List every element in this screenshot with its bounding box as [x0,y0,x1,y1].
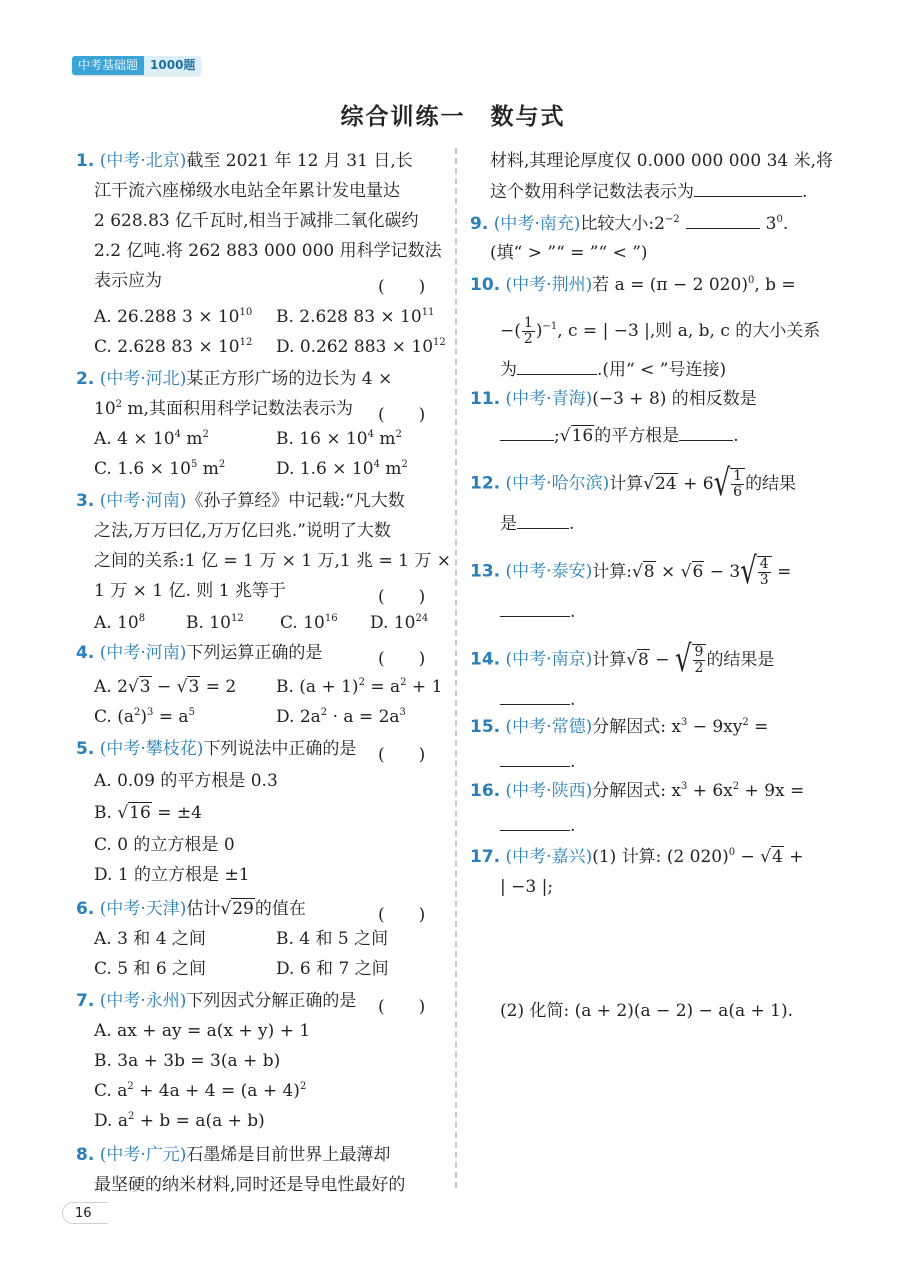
option-b[interactable]: B. $(a + 1)^2 = a^2 + 1$ [276,677,443,697]
question-text: 最坚硬的纳米材料,同时还是导电性最好的 [94,1175,406,1195]
answer-parentheses[interactable]: ( ) [378,405,426,425]
answer-blank[interactable] [500,600,570,617]
question-text: 表示应为 [94,271,162,291]
question-number: 1. [76,151,95,171]
question-text: 分解因式: $x^3 + 6x^2 + 9x$ = [592,781,805,801]
option-d[interactable]: D. 0.262 $883 \times 10^{12}$ [276,337,446,357]
question-source: (中考·天津) [99,899,187,919]
question-source: (中考·永州) [99,991,187,1011]
radical-sign: √ [559,426,571,446]
question-text: 估计√29的值在 [186,899,306,919]
question-number: 16. [470,781,501,801]
question-source: (中考·南充) [493,214,581,234]
radical-sign: √ [117,803,129,823]
question-text: 江干流六座梯级水电站全年累计发电量达 [94,181,400,201]
radical-sign: √ [626,649,638,670]
question-source: (中考·哈尔滨) [505,473,610,494]
question-text: 2.2 亿吨.将 262 883 000 000 用科学记数法 [94,241,442,261]
option-a[interactable]: A. $4 \times 10^4$ $m^2$ [94,429,209,449]
question-number: 12. [470,473,501,494]
option-c[interactable]: C. $10^{16}$ [280,613,338,633]
answer-blank[interactable] [500,750,570,767]
question-text: 下列运算正确的是 [186,643,323,663]
option-b[interactable]: B. $16 \times 10^4$ $m^2$ [276,429,402,449]
question-text: 分解因式: $x^3 - 9xy^2$ = [592,717,769,737]
question-number: 2. [76,369,95,389]
question-source: (中考·北京) [99,151,187,171]
option-d[interactable]: D. $2a^2 \cdot a = 2a^3$ [276,707,406,727]
question-text: | −3 |; [500,877,554,897]
question-text: 2 628.83 亿千瓦时,相当于减排二氧化碳约 [94,211,419,231]
question-text: (填“ > ”“ = ”“ < ”) [490,243,648,263]
question-text: 这个数用科学记数法表示为 . [490,182,808,202]
question-source: (中考·攀枝花) [99,739,204,759]
question-text: . [500,600,575,623]
question-number: 10. [470,275,501,295]
option-d[interactable]: D. $a^2 + b = a(a + b)$ [94,1111,265,1131]
option-c[interactable]: C. 5 和 6 之间 [94,959,207,979]
question-text: 截至 2021 年 12 月 31 日,长 [186,151,413,171]
option-a[interactable]: A. 0.09 的平方根是 0.3 [94,771,278,791]
question-source: (中考·青海) [505,389,593,409]
question-number: 4. [76,643,95,663]
answer-blank[interactable] [500,688,570,705]
option-a[interactable]: A. 26.288 $3 \times 10^{10}$ [94,307,253,327]
question-text: 下列说法中正确的是 [203,739,357,759]
question-text: 若 a = (π − 2 020)$^0$, b = [592,275,796,295]
question-text: 下列因式分解正确的是 [186,991,357,1011]
question-source: (中考·河南) [99,643,187,663]
answer-parentheses[interactable]: ( ) [378,997,426,1017]
page-title: 综合训练一 数与式 [340,104,566,130]
question-text: 为 .(用“ < ”号连接) [500,360,727,380]
option-b[interactable]: B. $10^{12}$ [186,613,244,633]
answer-blank[interactable] [500,814,570,831]
question-number: 7. [76,991,95,1011]
option-b[interactable]: B. 4 和 5 之间 [276,929,389,949]
question-source: (中考·河北) [99,369,187,389]
book-series-badge [72,56,201,75]
badge-left-label: 中考基础题 [72,56,144,75]
answer-parentheses[interactable]: ( ) [378,649,426,669]
page-number: 16 [62,1202,108,1224]
question-text: 材料,其理论厚度仅 0.000 000 000 34 米,将 [490,151,834,171]
question-text: (1) 计算: (2 020)$^0$ − √4 + [592,847,804,867]
answer-blank[interactable] [517,358,597,375]
option-d[interactable]: D. $1.6 \times 10^4$ $m^2$ [276,459,408,479]
option-c[interactable]: C. $a^2 + 4a + 4 = (a + 4)^2$ [94,1081,307,1101]
fraction-radical: √ $\frac{9}{2}$ [675,644,707,676]
option-c[interactable]: C. 0 的立方根是 0 [94,835,235,855]
question-text: 某正方形广场的边长为 4 × [186,369,393,389]
question-number: 8. [76,1145,95,1165]
fraction-radical: √ $\frac{4}{3}$ [740,556,772,588]
radical-sign: √ [643,473,655,494]
question-number: 5. [76,739,95,759]
answer-parentheses[interactable]: ( ) [378,587,426,607]
question-text: −( $\frac{1}{2}$ )$^{-1}$, c = | −3 |,则 a, b, c 的大小关系 [500,315,821,347]
radical-sign: √ [680,561,692,582]
question-number: 9. [470,214,489,234]
question-source: (中考·河南) [99,491,187,511]
question-number: 6. [76,899,95,919]
question-text: ;√16的平方根是 . [500,424,739,447]
question-number: 14. [470,649,501,670]
answer-blank[interactable] [500,424,554,441]
option-a[interactable]: A. 2√3 − √3 = 2 [94,677,237,697]
question-text: $10^2$ m,其面积用科学记数法表示为 [94,399,353,419]
option-a[interactable]: A. ax + ay = a(x + y) + 1 [94,1021,311,1041]
question-text: 计算:√8 × √6 − 3 √ $\frac{4}{3}$ = [592,551,792,593]
answer-blank[interactable] [686,212,760,229]
option-d[interactable]: D. 6 和 7 之间 [276,959,389,979]
question-source: (中考·陕西) [505,781,593,801]
question-text: 计算√8 − √ $\frac{9}{2}$ 的结果是 [592,639,775,681]
radical-sign: √ [176,677,188,697]
answer-blank[interactable] [517,512,569,529]
option-c[interactable]: C. $(a^2)^3 = a^5$ [94,707,195,727]
question-text: (−3 + 8) 的相反数是 [592,389,757,409]
question-text: . [500,750,575,773]
option-b[interactable]: B. 2.628 $83 \times 10^{11}$ [276,307,435,327]
answer-parentheses[interactable]: ( ) [378,905,426,925]
badge-right-label: 1000题 [144,56,201,75]
question-source: (中考·泰安) [505,561,593,582]
question-text: 1 万 × 1 亿. 则 1 兆等于 [94,581,286,601]
option-d[interactable]: D. 1 的立方根是 ±1 [94,865,250,885]
option-c[interactable]: C. 2.628 $83 \times 10^{12}$ [94,337,253,357]
question-text: . [500,814,575,837]
question-number: 11. [470,389,501,409]
answer-parentheses[interactable]: ( ) [378,277,426,297]
question-number: 17. [470,847,501,867]
option-a[interactable]: A. $10^8$ [94,613,146,633]
question-text: 计算√24 + 6 √ $\frac{1}{6}$ 的结果 [609,463,797,505]
radical-sign: √ [127,677,139,697]
question-text: 之间的关系:1 亿 = 1 万 × 1 万,1 兆 = 1 万 × [94,551,452,571]
question-text: 石墨烯是目前世界上最薄却 [186,1145,391,1165]
question-text: 是 . [500,514,575,534]
answer-blank[interactable] [679,424,733,441]
question-text: 《孙子算经》中记载:“凡大数 [186,491,405,511]
option-b[interactable]: B. √16 = ±4 [94,803,202,823]
question-source: (中考·嘉兴) [505,847,593,867]
question-number: 15. [470,717,501,737]
radical-sign: √ [760,847,772,867]
question-text: 比较大小$:2^{-2}$ $3^0$. [580,214,789,234]
radical-sign: √ [220,899,232,919]
question-source: (中考·荆州) [505,275,593,295]
question-source: (中考·南京) [505,649,593,670]
question-number: 3. [76,491,95,511]
fraction: $\frac{1}{2}$ [523,315,533,347]
option-a[interactable]: A. 3 和 4 之间 [94,929,206,949]
question-number: 13. [470,561,501,582]
question-source: (中考·常德) [505,717,593,737]
answer-blank[interactable] [694,180,802,197]
option-b[interactable]: B. 3a + 3b = 3(a + b) [94,1051,281,1071]
answer-parentheses[interactable]: ( ) [378,745,426,765]
radical-sign: √ [631,561,643,582]
fraction-radical: √ $\frac{1}{6}$ [714,468,746,500]
column-divider [455,148,457,1188]
option-c[interactable]: C. $1.6 \times 10^5$ $m^2$ [94,459,226,479]
question-text: 之法,万万曰亿,万万亿曰兆.”说明了大数 [94,521,391,541]
question-source: (中考·广元) [99,1145,187,1165]
option-d[interactable]: D. $10^{24}$ [370,613,429,633]
question-text: . [500,688,575,711]
question-text: (2) 化简: (a + 2)(a − 2) − a(a + 1). [500,1001,794,1021]
